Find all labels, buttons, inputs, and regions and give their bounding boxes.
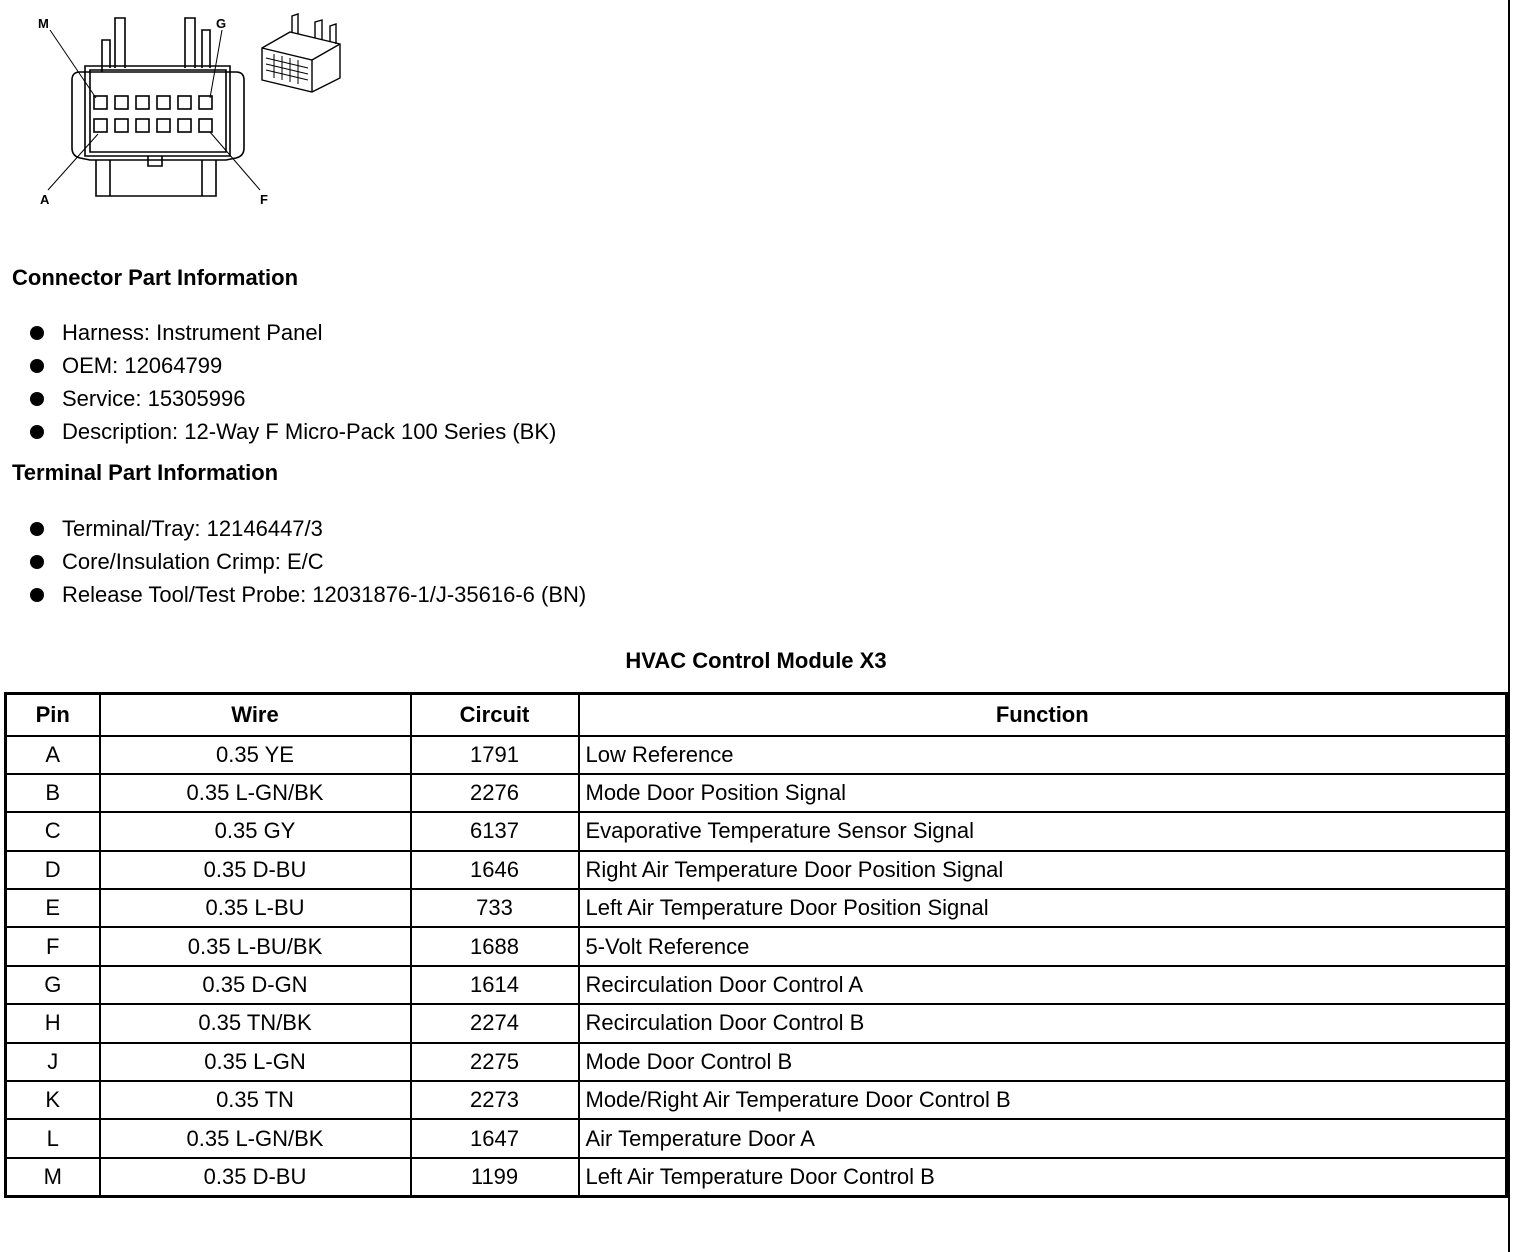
cell-pin: D [6, 851, 100, 889]
bullet-icon [30, 425, 44, 439]
table-row [6, 966, 1507, 1004]
cell-wire: 0.35 GY [100, 812, 411, 850]
pin-label-a: A [40, 192, 50, 207]
connector-diagram [30, 8, 360, 220]
table-row [6, 736, 1507, 774]
cell-function: 5-Volt Reference [579, 927, 1507, 965]
connector-harness: Harness: Instrument Panel [62, 320, 323, 345]
cell-circuit: 2275 [411, 1043, 579, 1081]
cell-function: Left Air Temperature Door Control B [579, 1158, 1507, 1196]
list-item [28, 512, 586, 545]
bullet-icon [30, 555, 44, 569]
cell-function: Low Reference [579, 736, 1507, 774]
cell-function: Evaporative Temperature Sensor Signal [579, 812, 1507, 850]
cell-pin: H [6, 1004, 100, 1042]
table-row [6, 1004, 1507, 1042]
cell-wire: 0.35 L-BU/BK [100, 927, 411, 965]
cell-wire: 0.35 YE [100, 736, 411, 774]
table-row [6, 1081, 1507, 1119]
cell-wire: 0.35 D-BU [100, 851, 411, 889]
cell-function: Mode Door Position Signal [579, 774, 1507, 812]
header-pin: Pin [6, 694, 100, 736]
header-function: Function [579, 694, 1507, 736]
cell-circuit: 733 [411, 889, 579, 927]
list-item [28, 415, 556, 448]
cell-wire: 0.35 D-GN [100, 966, 411, 1004]
page-right-border [1508, 0, 1510, 1252]
connector-info-list [28, 316, 556, 448]
cell-circuit: 6137 [411, 812, 579, 850]
cell-circuit: 2273 [411, 1081, 579, 1119]
cell-circuit: 1647 [411, 1119, 579, 1157]
bullet-icon [30, 359, 44, 373]
cell-wire: 0.35 L-GN/BK [100, 1119, 411, 1157]
terminal-info-title: Terminal Part Information [12, 460, 279, 485]
cell-pin: E [6, 889, 100, 927]
connector-iso-icon [262, 14, 340, 92]
connector-service: Service: 15305996 [62, 386, 246, 411]
cell-wire: 0.35 L-GN [100, 1043, 411, 1081]
cell-circuit: 2276 [411, 774, 579, 812]
cell-wire: 0.35 L-BU [100, 889, 411, 927]
connector-description: Description: 12-Way F Micro-Pack 100 Series (BK) [62, 419, 557, 444]
table-row [6, 812, 1507, 850]
cell-pin: M [6, 1158, 100, 1196]
bullet-icon [30, 326, 44, 340]
cell-pin: C [6, 812, 100, 850]
cell-function: Mode Door Control B [579, 1043, 1507, 1081]
cell-pin: A [6, 736, 100, 774]
cell-function: Left Air Temperature Door Position Signal [579, 889, 1507, 927]
cell-wire: 0.35 D-BU [100, 1158, 411, 1196]
table-row [6, 1158, 1507, 1196]
list-item [28, 349, 556, 382]
terminal-release-tool: Release Tool/Test Probe: 12031876-1/J-35616-6 (BN) [62, 582, 587, 607]
table-row [6, 1043, 1507, 1081]
cell-wire: 0.35 TN [100, 1081, 411, 1119]
cell-circuit: 2274 [411, 1004, 579, 1042]
cell-pin: K [6, 1081, 100, 1119]
pin-label-f: F [260, 192, 268, 207]
table-row [6, 851, 1507, 889]
pin-label-g: G [216, 16, 227, 31]
terminal-info-list [28, 512, 586, 611]
cell-circuit: 1688 [411, 927, 579, 965]
cell-wire: 0.35 TN/BK [100, 1004, 411, 1042]
cell-function: Air Temperature Door A [579, 1119, 1507, 1157]
table-row [6, 774, 1507, 812]
list-item [28, 578, 586, 611]
header-wire: Wire [100, 694, 411, 736]
list-item [28, 545, 586, 578]
cell-circuit: 1614 [411, 966, 579, 1004]
terminal-crimp: Core/Insulation Crimp: E/C [62, 549, 324, 574]
bullet-icon [30, 392, 44, 406]
cell-pin: F [6, 927, 100, 965]
cell-function: Recirculation Door Control A [579, 966, 1507, 1004]
table-header-row [6, 694, 1507, 736]
list-item [28, 316, 556, 349]
pin-table [4, 692, 1508, 1198]
table-row [6, 927, 1507, 965]
table-row [6, 1119, 1507, 1157]
cell-function: Mode/Right Air Temperature Door Control B [579, 1081, 1507, 1119]
bullet-icon [30, 588, 44, 602]
cell-pin: L [6, 1119, 100, 1157]
bullet-icon [30, 522, 44, 536]
terminal-tray: Terminal/Tray: 12146447/3 [62, 516, 323, 541]
cell-wire: 0.35 L-GN/BK [100, 774, 411, 812]
connector-oem: OEM: 12064799 [62, 353, 223, 378]
connector-face-drawing [30, 8, 360, 220]
cell-function: Recirculation Door Control B [579, 1004, 1507, 1042]
header-circuit: Circuit [411, 694, 579, 736]
cell-pin: B [6, 774, 100, 812]
cell-pin: G [6, 966, 100, 1004]
cell-circuit: 1646 [411, 851, 579, 889]
cell-circuit: 1199 [411, 1158, 579, 1196]
cell-pin: J [6, 1043, 100, 1081]
table-row [6, 889, 1507, 927]
cell-function: Right Air Temperature Door Position Signal [579, 851, 1507, 889]
table-title: HVAC Control Module X3 [625, 648, 887, 673]
list-item [28, 382, 556, 415]
connector-info-title: Connector Part Information [12, 265, 299, 290]
cell-circuit: 1791 [411, 736, 579, 774]
pin-label-m: M [38, 16, 49, 31]
